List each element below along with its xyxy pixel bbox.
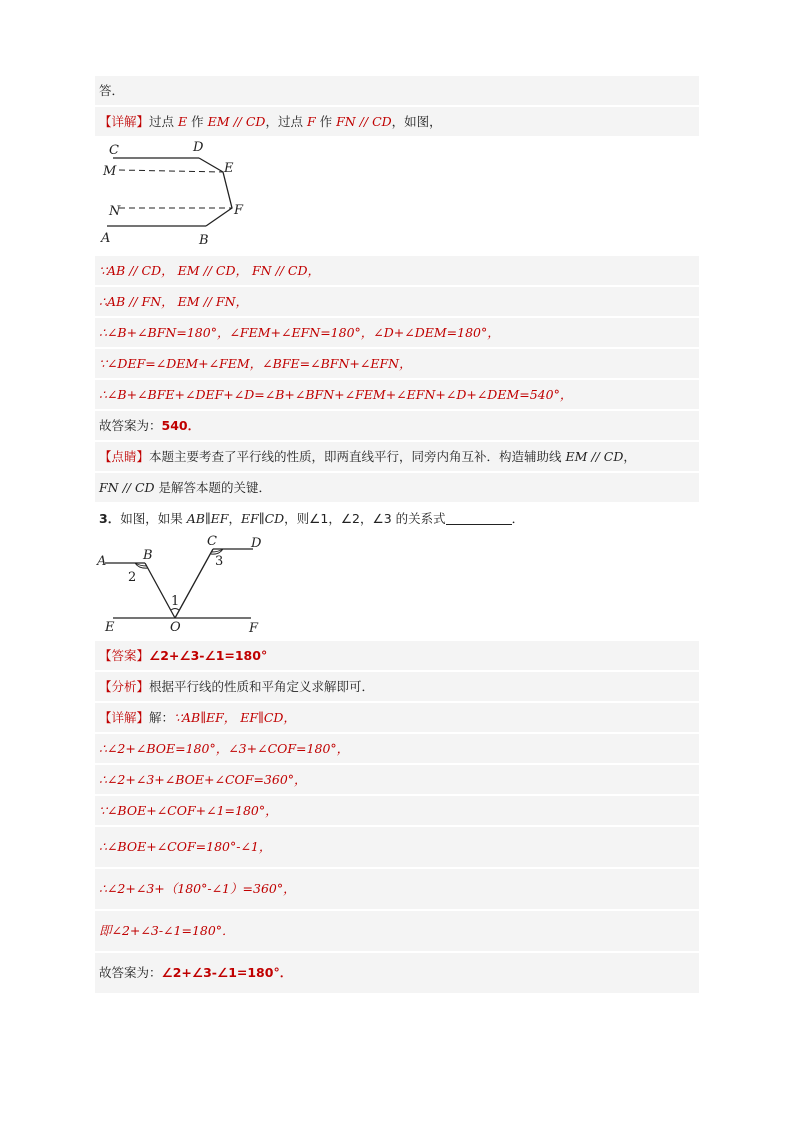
comment1-label: 【点睛】 [99,449,150,464]
comment1-math-fn-cd: FN // CD [99,480,155,495]
fig1-label-c: C [109,143,119,158]
fig1-label-n: N [109,204,121,219]
question3-math-ab-ef: AB∥EF [186,511,229,526]
analysis3-text: 根据平行线的性质和平角定义求解即可． [149,679,375,694]
figure-2-diagram [95,535,270,635]
final3-prefix: 故答案为： [99,965,162,980]
fig1-label-m: M [103,164,117,179]
answer3-label: 【答案】 [99,648,150,663]
comment1-line-1 [95,442,699,471]
detail-text: ，如图， [391,114,442,129]
question3-number: 3． [99,511,121,526]
detail-point-f: F [306,114,316,129]
fig2-angle-3: 3 [215,554,224,569]
answer-tail-text: 答． [99,83,125,98]
fig2-label-f: F [249,621,259,635]
final3-line [95,953,699,993]
detail3-prefix: 解： [149,710,175,725]
figure-1 [95,138,699,250]
question3-answer-blank[interactable] [446,510,512,525]
detail-math-em-cd: EM // CD [207,114,266,129]
answer1-value: 540． [161,418,201,433]
fig1-label-f: F [234,203,244,218]
step3-line-2: ∴∠2+∠3+∠BOE+∠COF=360°， [95,765,699,794]
detail3-label: 【详解】 [99,710,150,725]
question3-math-ef-cd: EF∥CD [241,511,285,526]
step3-line-5: ∴∠2+∠3+（180°-∠1）=360°， [95,869,699,909]
answer1-line [95,411,699,440]
analysis3-label: 【分析】 [99,679,150,694]
question3-line [95,504,699,533]
fig2-label-a: A [97,554,107,569]
step3-line-4: ∴∠BOE+∠COF=180°-∠1， [95,827,699,867]
answer-tail-line [95,76,699,105]
fig1-label-d: D [193,140,204,155]
analysis3-line [95,672,699,701]
answer3-line [95,641,699,670]
fig2-label-b: B [143,548,153,563]
detail-line [95,107,699,136]
figure-1-diagram [99,138,249,250]
detail-text: 作 [315,114,337,129]
comment1-text-end: ， [623,449,636,464]
step3-line-6: 即∠2+∠3-∠1=180°． [95,911,699,951]
fig2-label-d: D [251,536,262,551]
step1-line-3: ∴∠B+∠BFN=180°，∠FEM+∠EFN=180°，∠D+∠DEM=180°， [95,318,699,347]
comment1-text-end: 是解答本题的关键． [154,480,272,495]
detail-text: 过点 [149,114,178,129]
fig2-angle-2: 2 [128,570,137,585]
answer1-prefix: 故答案为： [99,418,162,433]
document-page [95,76,699,995]
detail-text: ，过点 [265,114,307,129]
question3-separator: ， [228,511,241,526]
step3-line-1: ∴∠2+∠BOE=180°，∠3+∠COF=180°， [95,734,699,763]
detail3-math: ∵AB∥EF， EF∥CD， [174,710,296,725]
comment1-text: 本题主要考查了平行线的性质，即两直线平行，同旁内角互补．构造辅助线 [149,449,566,464]
question3-end: ． [511,511,525,526]
step3-line-3: ∵∠BOE+∠COF+∠1=180°， [95,796,699,825]
step1-line-4: ∵∠DEF=∠DEM+∠FEM，∠BFE=∠BFN+∠EFN， [95,349,699,378]
final3-value: ∠2+∠3-∠1=180°． [161,965,293,980]
fig1-label-a: A [101,231,111,246]
comment1-math-em-cd: EM // CD [565,449,624,464]
detail3-line [95,703,699,732]
step1-line-1: ∵AB // CD， EM // CD， FN // CD， [95,256,699,285]
question3-text: ，则∠1，∠2，∠3 的关系式 [284,511,446,526]
step1-line-2: ∴AB // FN， EM // FN， [95,287,699,316]
question3-text: 如图，如果 [120,511,187,526]
fig2-label-c: C [207,535,217,549]
detail-math-fn-cd: FN // CD [336,114,392,129]
comment1-line-2 [95,473,699,502]
fig2-label-e: E [105,620,115,635]
detail-label: 【详解】 [99,114,150,129]
answer3-value: ∠2+∠3-∠1=180° [149,648,268,663]
fig1-label-b: B [199,233,209,248]
detail-text: 作 [187,114,208,129]
fig2-label-o: O [170,620,181,635]
step1-line-5: ∴∠B+∠BFE+∠DEF+∠D=∠B+∠BFN+∠FEM+∠EFN+∠D+∠DEM=540°， [95,380,699,409]
fig1-label-e: E [224,161,234,176]
figure-2 [95,535,699,635]
fig2-angle-1: 1 [171,594,180,609]
detail-point-e: E [178,114,188,129]
